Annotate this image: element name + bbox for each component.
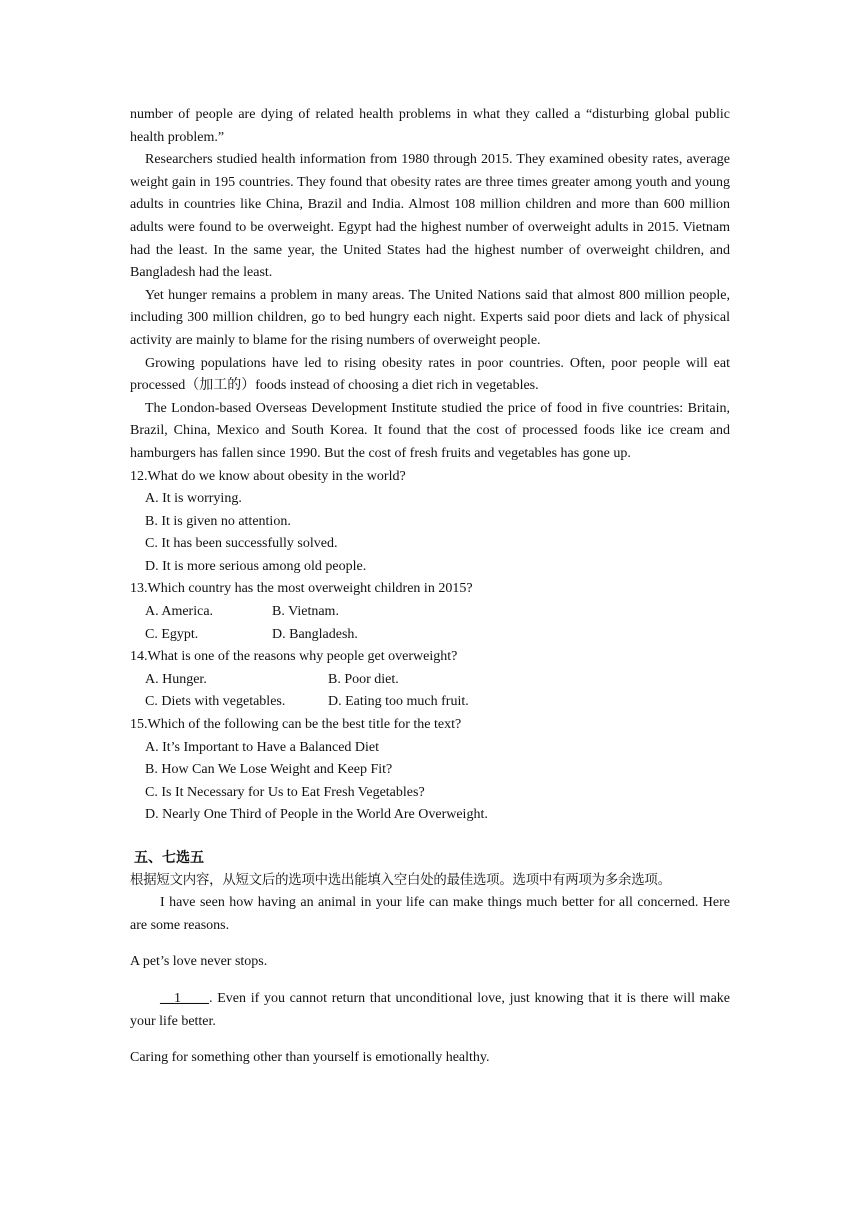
subheading: Caring for something other than yourself is emotionally healthy. (130, 1050, 490, 1066)
option-c: C. It has been successfully solved. (145, 536, 338, 552)
option-a: A. America. (145, 604, 214, 620)
question-13 (130, 578, 730, 646)
option-b: B. It is given no attention. (145, 513, 291, 529)
question-stem: 13.Which country has the most overweight children in 2015? (130, 581, 473, 597)
option-d: D. Eating too much fruit. (328, 694, 469, 710)
passage-paragraph: Growing populations have led to rising obesity rates in poor countries. Often, poor people will eat processed（加工的）foods instead of choosing a diet rich in vegetables. (130, 355, 730, 394)
option-b: B. Vietnam. (272, 604, 339, 620)
blank-paragraph-text: . Even if you cannot return that unconditional love, just knowing that it is there will make your life better. (130, 990, 730, 1029)
blank-paragraph (130, 988, 730, 1033)
option-a: A. It’s Important to Have a Balanced Diet (145, 739, 380, 755)
option-c: C. Diets with vegetables. (145, 694, 286, 710)
passage-paragraph: Yet hunger remains a problem in many areas. The United Nations said that almost 800 million people, including 300 million children, go to bed hungry each night. Experts said poor diets and lack of physical activity are mainly to blame for the rising numbers of overweight people. (130, 287, 730, 348)
option-d: D. Bangladesh. (272, 626, 358, 642)
passage-paragraph: The London-based Overseas Development Institute studied the price of food in five countries: Britain, Brazil, China, Mexico and South Korea. It found that the cost of processed foods like ice cream and hamburgers has fallen since 1990. But the cost of fresh fruits and vegetables has gone up. (130, 400, 730, 461)
question-stem: 14.What is one of the reasons why people get overweight? (130, 649, 458, 665)
question-15 (130, 714, 730, 827)
option-d: D. Nearly One Third of People in the World Are Overweight. (145, 807, 488, 823)
section-title: 五、七选五 (134, 850, 204, 866)
option-row (130, 601, 730, 624)
passage-paragraph: Researchers studied health information from 1980 through 2015. They examined obesity rates, average weight gain in 195 countries. They found that obesity rates are three times greater among youth and young adults in countries like China, Brazil and India. Almost 108 million children and more than 600 million adults were found to be overweight. Egypt had the highest number of overweight adults in 2015. Vietnam had the least. In the same year, the United States had the highest number of overweight children, and Bangladesh had the least. (130, 152, 730, 281)
question-14 (130, 646, 730, 714)
option-d: D. It is more serious among old people. (145, 558, 367, 574)
option-c: C. Is It Necessary for Us to Eat Fresh Vegetables? (145, 784, 425, 800)
question-stem: 12.What do we know about obesity in the world? (130, 468, 406, 484)
option-row (130, 691, 730, 714)
blank-1: __1____ (160, 990, 209, 1006)
section-intro: I have seen how having an animal in your life can make things much better for all concerned. Here are some reasons. (130, 895, 730, 933)
option-row (130, 624, 730, 647)
question-12 (130, 466, 730, 579)
option-a: A. It is worrying. (145, 491, 242, 507)
question-stem: 15.Which of the following can be the best title for the text? (130, 717, 462, 733)
subheading: A pet’s love never stops. (130, 954, 268, 970)
option-a: A. Hunger. (145, 671, 207, 687)
document-page (130, 104, 730, 1070)
option-b: B. Poor diet. (328, 671, 399, 687)
section-instruction: 根据短文内容，从短文后的选项中选出能填入空白处的最佳选项。选项中有两项为多余选项。 (130, 872, 671, 888)
option-b: B. How Can We Lose Weight and Keep Fit? (145, 762, 393, 778)
passage-paragraph: number of people are dying of related health problems in what they called a “disturbing global public health problem.” (130, 107, 730, 145)
option-c: C. Egypt. (145, 626, 199, 642)
option-row (130, 669, 730, 692)
